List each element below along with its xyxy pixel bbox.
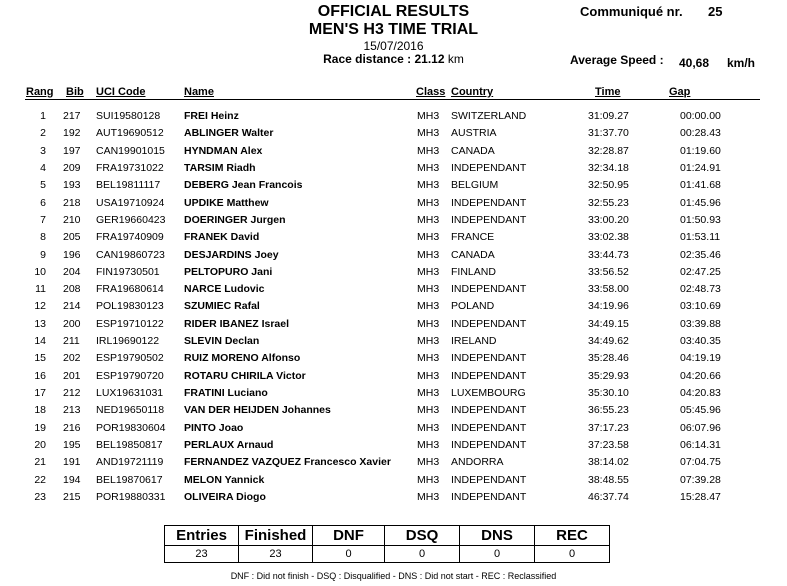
rider-name-cell: RIDER IBANEZ Israel xyxy=(184,317,290,330)
gap-cell: 03:10.69 xyxy=(680,300,721,313)
uci-code-cell: FRA19680614 xyxy=(96,283,164,296)
class-cell: MH3 xyxy=(417,404,440,417)
gap-cell: 07:04.75 xyxy=(680,456,721,469)
bib-cell: 214 xyxy=(63,300,81,313)
class-cell: MH3 xyxy=(417,300,440,313)
rank-cell: 11 xyxy=(35,283,46,296)
rank-cell: 10 xyxy=(34,265,46,278)
rider-name-cell: FERNANDEZ VAZQUEZ Francesco Xavier xyxy=(184,456,391,469)
class-cell: MH3 xyxy=(417,490,440,503)
time-cell: 33:02.38 xyxy=(588,231,629,244)
country-cell: BELGIUM xyxy=(451,179,499,192)
col-header-time: Time xyxy=(595,86,621,98)
time-cell: 34:19.96 xyxy=(588,300,629,313)
rank-cell: 19 xyxy=(34,421,46,434)
rank-cell: 15 xyxy=(34,352,46,365)
rank-cell: 12 xyxy=(34,300,46,313)
summary-header-rec: REC xyxy=(535,526,610,546)
country-cell: SWITZERLAND xyxy=(451,110,527,122)
table-row xyxy=(0,249,787,266)
country-cell: POLAND xyxy=(451,300,495,313)
table-row xyxy=(0,110,787,127)
gap-cell: 00:00.00 xyxy=(680,110,721,122)
table-row xyxy=(0,145,787,162)
communique-number: 25 xyxy=(708,4,723,19)
average-speed-label: Average Speed : xyxy=(570,53,664,67)
summary-finished: 23 xyxy=(239,546,313,563)
gap-cell: 01:41.68 xyxy=(680,179,721,192)
gap-cell: 05:45.96 xyxy=(680,404,721,417)
gap-cell: 06:07.96 xyxy=(680,421,721,434)
average-speed-value: 40,68 xyxy=(679,56,710,70)
race-distance-label: Race distance : xyxy=(323,52,412,66)
table-row xyxy=(0,422,787,439)
time-cell: 32:28.87 xyxy=(588,144,629,157)
uci-code-cell: AND19721119 xyxy=(96,456,164,469)
rider-name-cell: FRATINI Luciano xyxy=(184,387,268,399)
table-row xyxy=(0,179,787,196)
rank-cell: 16 xyxy=(34,369,46,382)
class-cell: MH3 xyxy=(417,456,440,469)
header-divider xyxy=(25,99,760,100)
summary-dnf: 0 xyxy=(313,546,385,563)
time-cell: 33:58.00 xyxy=(588,283,629,296)
uci-code-cell: CAN19901015 xyxy=(96,144,165,157)
rider-name-cell: SLEVIN Declan xyxy=(184,335,260,348)
country-cell: INDEPENDANT xyxy=(451,369,527,382)
bib-cell: 211 xyxy=(63,335,80,348)
table-row xyxy=(0,127,787,144)
rank-cell: 22 xyxy=(34,473,46,486)
time-cell: 33:56.52 xyxy=(588,265,629,278)
rider-name-cell: SZUMIEC Rafal xyxy=(184,300,260,313)
table-row xyxy=(0,439,787,456)
uci-code-cell: BEL19850817 xyxy=(96,438,163,451)
country-cell: INDEPENDANT xyxy=(451,438,527,451)
event-title: MEN'S H3 TIME TRIAL xyxy=(308,21,479,38)
table-row xyxy=(0,491,787,508)
bib-cell: 205 xyxy=(63,231,81,244)
class-cell: MH3 xyxy=(417,213,440,226)
table-row xyxy=(0,283,787,300)
table-row xyxy=(0,231,787,248)
time-cell: 38:48.55 xyxy=(588,473,629,486)
uci-code-cell: USA19710924 xyxy=(96,196,165,209)
bib-cell: 200 xyxy=(63,317,81,330)
rider-name-cell: ABLINGER Walter xyxy=(184,127,274,140)
gap-cell: 01:19.60 xyxy=(680,144,721,157)
country-cell: AUSTRIA xyxy=(451,127,497,140)
time-cell: 46:37.74 xyxy=(588,490,629,503)
time-cell: 31:37.70 xyxy=(588,127,629,140)
country-cell: INDEPENDANT xyxy=(451,161,527,174)
time-cell: 36:55.23 xyxy=(588,404,629,417)
rank-cell: 20 xyxy=(34,438,46,451)
rider-name-cell: DEBERG Jean Francois xyxy=(184,179,303,192)
rider-name-cell: DOERINGER Jurgen xyxy=(184,213,286,226)
bib-cell: 208 xyxy=(63,283,81,296)
rider-name-cell: NARCE Ludovic xyxy=(184,283,265,296)
gap-cell: 04:20.83 xyxy=(680,387,721,399)
col-header-uci: UCI Code xyxy=(96,86,146,98)
table-row xyxy=(0,197,787,214)
uci-code-cell: CAN19860723 xyxy=(96,248,165,261)
gap-cell: 01:24.91 xyxy=(680,161,721,174)
rider-name-cell: TARSIM Riadh xyxy=(184,161,256,174)
summary-header-finished: Finished xyxy=(239,526,313,546)
country-cell: INDEPENDANT xyxy=(451,490,527,503)
class-cell: MH3 xyxy=(417,265,440,278)
rank-cell: 6 xyxy=(40,196,46,209)
uci-code-cell: NED19650118 xyxy=(96,404,165,417)
summary-header-dsq: DSQ xyxy=(385,526,460,546)
time-cell: 37:17.23 xyxy=(588,421,629,434)
table-row xyxy=(0,456,787,473)
bib-cell: 216 xyxy=(63,421,81,434)
bib-cell: 210 xyxy=(63,213,81,226)
table-row xyxy=(0,335,787,352)
country-cell: INDEPENDANT xyxy=(451,421,527,434)
rider-name-cell: PELTOPURO Jani xyxy=(184,265,273,278)
gap-cell: 00:28.43 xyxy=(680,127,721,140)
summary-table xyxy=(164,525,610,563)
rank-cell: 1 xyxy=(40,110,46,122)
country-cell: INDEPENDANT xyxy=(451,317,527,330)
rank-cell: 21 xyxy=(34,456,46,469)
rider-name-cell: HYNDMAN Alex xyxy=(184,144,263,157)
rank-cell: 9 xyxy=(40,248,46,261)
results-title: OFFICIAL RESULTS xyxy=(317,3,470,20)
col-header-gap: Gap xyxy=(669,86,691,98)
country-cell: ANDORRA xyxy=(451,456,504,469)
bib-cell: 217 xyxy=(63,110,81,122)
race-distance-unit: km xyxy=(447,52,464,66)
class-cell: MH3 xyxy=(417,335,440,348)
table-row xyxy=(0,300,787,317)
uci-code-cell: SUI19580128 xyxy=(96,110,161,122)
class-cell: MH3 xyxy=(417,473,440,486)
class-cell: MH3 xyxy=(417,248,440,261)
race-distance xyxy=(0,52,787,66)
rider-name-cell: PERLAUX Arnaud xyxy=(184,438,274,451)
rider-name-cell: MELON Yannick xyxy=(184,473,265,486)
table-row xyxy=(0,370,787,387)
gap-cell: 07:39.28 xyxy=(680,473,721,486)
bib-cell: 215 xyxy=(63,490,81,503)
time-cell: 32:55.23 xyxy=(588,196,629,209)
uci-code-cell: POL19830123 xyxy=(96,300,164,313)
rank-cell: 5 xyxy=(40,179,46,192)
time-cell: 31:09.27 xyxy=(588,110,629,122)
table-row xyxy=(0,318,787,335)
rider-name-cell: UPDIKE Matthew xyxy=(184,196,269,209)
summary-dsq: 0 xyxy=(385,546,460,563)
rider-name-cell: PINTO Joao xyxy=(184,421,244,434)
table-row xyxy=(0,214,787,231)
gap-cell: 04:20.66 xyxy=(680,369,721,382)
col-header-name: Name xyxy=(184,86,214,98)
gap-cell: 15:28.47 xyxy=(680,490,721,503)
uci-code-cell: ESP19790720 xyxy=(96,369,164,382)
country-cell: INDEPENDANT xyxy=(451,473,527,486)
bib-cell: 194 xyxy=(63,473,81,486)
uci-code-cell: GER19660423 xyxy=(96,213,166,226)
uci-code-cell: IRL19690122 xyxy=(96,335,160,348)
results-table xyxy=(0,110,787,508)
bib-cell: 196 xyxy=(63,248,81,261)
communique-label: Communiqué nr. xyxy=(580,4,683,19)
col-header-rank: Rang xyxy=(26,86,54,98)
country-cell: IRELAND xyxy=(451,335,497,348)
uci-code-cell: ESP19710122 xyxy=(96,317,164,330)
table-row xyxy=(0,404,787,421)
gap-cell: 02:48.73 xyxy=(680,283,721,296)
bib-cell: 204 xyxy=(63,265,81,278)
class-cell: MH3 xyxy=(417,283,440,296)
time-cell: 33:44.73 xyxy=(588,248,629,261)
summary-entries: 23 xyxy=(165,546,239,563)
uci-code-cell: LUX19631031 xyxy=(96,387,164,399)
uci-code-cell: BEL19811117 xyxy=(96,179,161,192)
country-cell: INDEPENDANT xyxy=(451,283,527,296)
col-header-country: Country xyxy=(451,86,494,98)
country-cell: INDEPENDANT xyxy=(451,196,527,209)
class-cell: MH3 xyxy=(417,352,440,365)
country-cell: INDEPENDANT xyxy=(451,352,527,365)
gap-cell: 03:39.88 xyxy=(680,317,721,330)
table-row xyxy=(0,352,787,369)
average-speed-unit: km/h xyxy=(727,56,756,70)
bib-cell: 212 xyxy=(63,387,81,399)
event-date: 15/07/2016 xyxy=(363,39,424,53)
table-row xyxy=(0,387,787,404)
country-cell: LUXEMBOURG xyxy=(451,387,526,399)
bib-cell: 192 xyxy=(63,127,81,140)
rank-cell: 17 xyxy=(34,387,46,399)
class-cell: MH3 xyxy=(417,110,440,122)
table-row xyxy=(0,266,787,283)
gap-cell: 01:45.96 xyxy=(680,196,721,209)
summary-header-dnf: DNF xyxy=(313,526,385,546)
rider-name-cell: DESJARDINS Joey xyxy=(184,248,279,261)
rank-cell: 18 xyxy=(34,404,46,417)
rank-cell: 8 xyxy=(40,231,46,244)
gap-cell: 04:19.19 xyxy=(680,352,721,365)
race-distance-value: 21.12 xyxy=(414,52,445,66)
uci-code-cell: BEL19870617 xyxy=(96,473,163,486)
bib-cell: 218 xyxy=(63,196,81,209)
bib-cell: 202 xyxy=(63,352,81,365)
time-cell: 32:50.95 xyxy=(588,179,629,192)
gap-cell: 01:50.93 xyxy=(680,213,721,226)
class-cell: MH3 xyxy=(417,387,440,399)
gap-cell: 02:35.46 xyxy=(680,248,721,261)
uci-code-cell: FIN19730501 xyxy=(96,265,160,278)
time-cell: 38:14.02 xyxy=(588,456,629,469)
uci-code-cell: AUT19690512 xyxy=(96,127,164,140)
rank-cell: 7 xyxy=(40,213,46,226)
bib-cell: 197 xyxy=(63,144,81,157)
class-cell: MH3 xyxy=(417,317,440,330)
time-cell: 34:49.15 xyxy=(588,317,629,330)
rider-name-cell: OLIVEIRA Diogo xyxy=(184,490,266,503)
class-cell: MH3 xyxy=(417,144,440,157)
table-row xyxy=(0,162,787,179)
uci-code-cell: FRA19731022 xyxy=(96,161,164,174)
time-cell: 35:30.10 xyxy=(588,387,629,399)
time-cell: 35:29.93 xyxy=(588,369,629,382)
country-cell: CANADA xyxy=(451,144,495,157)
rank-cell: 2 xyxy=(40,127,46,140)
country-cell: INDEPENDANT xyxy=(451,404,527,417)
summary-header-entries: Entries xyxy=(165,526,239,546)
time-cell: 32:34.18 xyxy=(588,161,629,174)
summary-dns: 0 xyxy=(460,546,535,563)
col-header-class: Class xyxy=(416,86,446,98)
rider-name-cell: ROTARU CHIRILA Victor xyxy=(184,369,306,382)
bib-cell: 193 xyxy=(63,179,81,192)
gap-cell: 06:14.31 xyxy=(680,438,721,451)
class-cell: MH3 xyxy=(417,438,440,451)
bib-cell: 195 xyxy=(63,438,81,451)
country-cell: CANADA xyxy=(451,248,495,261)
uci-code-cell: FRA19740909 xyxy=(96,231,164,244)
rank-cell: 4 xyxy=(40,161,46,174)
time-cell: 37:23.58 xyxy=(588,438,629,451)
rider-name-cell: VAN DER HEIJDEN Johannes xyxy=(184,404,331,417)
country-cell: FRANCE xyxy=(451,231,495,244)
class-cell: MH3 xyxy=(417,179,440,192)
gap-cell: 03:40.35 xyxy=(680,335,721,348)
summary-header-dns: DNS xyxy=(460,526,535,546)
rank-cell: 23 xyxy=(34,490,46,503)
class-cell: MH3 xyxy=(417,231,440,244)
class-cell: MH3 xyxy=(417,369,440,382)
gap-cell: 01:53.11 xyxy=(680,231,721,244)
bib-cell: 213 xyxy=(63,404,81,417)
class-cell: MH3 xyxy=(417,127,440,140)
abbreviation-legend: DNF : Did not finish - DSQ : Disqualified - DNS : Did not start - REC : Reclassified xyxy=(230,571,557,581)
rank-cell: 14 xyxy=(34,335,46,348)
class-cell: MH3 xyxy=(417,161,440,174)
uci-code-cell: POR19830604 xyxy=(96,421,166,434)
gap-cell: 02:47.25 xyxy=(680,265,721,278)
bib-cell: 191 xyxy=(63,456,81,469)
class-cell: MH3 xyxy=(417,196,440,209)
col-header-bib: Bib xyxy=(66,86,84,98)
rider-name-cell: FRANEK David xyxy=(184,231,260,244)
class-cell: MH3 xyxy=(417,421,440,434)
bib-cell: 201 xyxy=(63,369,81,382)
summary-rec: 0 xyxy=(535,546,610,563)
bib-cell: 209 xyxy=(63,161,81,174)
uci-code-cell: ESP19790502 xyxy=(96,352,164,365)
uci-code-cell: POR19880331 xyxy=(96,490,166,503)
rider-name-cell: RUIZ MORENO Alfonso xyxy=(184,352,301,365)
rank-cell: 3 xyxy=(40,144,46,157)
table-row xyxy=(0,474,787,491)
country-cell: FINLAND xyxy=(451,265,496,278)
time-cell: 33:00.20 xyxy=(588,213,629,226)
rank-cell: 13 xyxy=(34,317,46,330)
rider-name-cell: FREI Heinz xyxy=(184,110,239,122)
country-cell: INDEPENDANT xyxy=(451,213,527,226)
time-cell: 35:28.46 xyxy=(588,352,629,365)
time-cell: 34:49.62 xyxy=(588,335,629,348)
